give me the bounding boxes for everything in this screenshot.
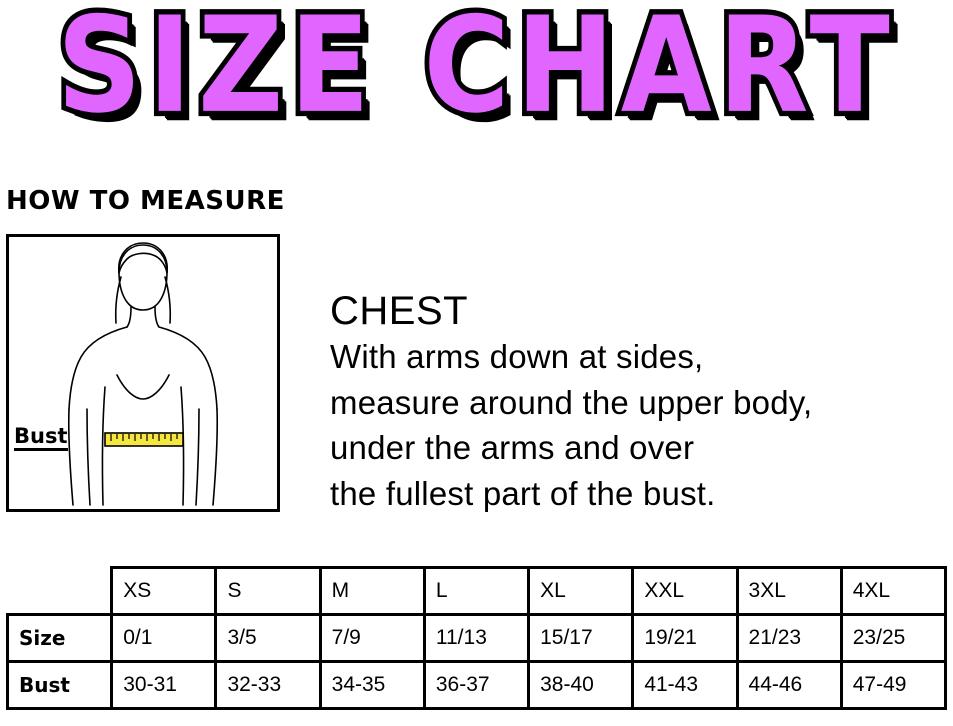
table-row <box>8 615 946 662</box>
column-header-m: M <box>320 568 424 615</box>
table-corner-cell <box>8 568 112 615</box>
table-cell: 32-33 <box>216 662 320 709</box>
chest-line-4: the fullest part of the bust. <box>330 474 716 512</box>
row-header-bust: Bust <box>8 662 112 709</box>
table-cell: 34-35 <box>320 662 424 709</box>
table-cell: 19/21 <box>633 615 737 662</box>
column-header-xl: XL <box>529 568 633 615</box>
row-header-size: Size <box>8 615 112 662</box>
table-cell: 44-46 <box>737 662 841 709</box>
chest-line-3: under the arms and over <box>330 429 695 466</box>
column-header-4xl: 4XL <box>841 568 945 615</box>
how-to-measure-heading: HOW TO MEASURE <box>6 186 285 216</box>
column-header-xs: XS <box>112 568 216 615</box>
table-cell: 0/1 <box>112 615 216 662</box>
table-cell: 11/13 <box>424 615 528 662</box>
chest-heading: CHEST <box>330 289 469 333</box>
measuring-tape-icon <box>105 433 183 446</box>
title-banner <box>0 0 953 146</box>
chest-description <box>330 288 940 516</box>
column-header-l: L <box>424 568 528 615</box>
table-cell: 36-37 <box>424 662 528 709</box>
chest-line-1: With arms down at sides, <box>330 338 704 375</box>
column-header-s: S <box>216 568 320 615</box>
measurement-illustration <box>6 234 280 512</box>
bust-measurement-label: Bust <box>14 425 68 451</box>
table-cell: 23/25 <box>841 615 945 662</box>
column-header-xxl: XXL <box>633 568 737 615</box>
female-torso-icon <box>9 237 277 509</box>
table-cell: 41-43 <box>633 662 737 709</box>
table-cell: 3/5 <box>216 615 320 662</box>
table-cell: 15/17 <box>529 615 633 662</box>
size-table <box>6 566 947 710</box>
table-header-row <box>8 568 946 615</box>
table-cell: 7/9 <box>320 615 424 662</box>
table-row <box>8 662 946 709</box>
table-cell: 47-49 <box>841 662 945 709</box>
table-cell: 21/23 <box>737 615 841 662</box>
table-cell: 30-31 <box>112 662 216 709</box>
column-header-3xl: 3XL <box>737 568 841 615</box>
table-cell: 38-40 <box>529 662 633 709</box>
page-title: SIZE CHART <box>56 0 897 143</box>
chest-line-2: measure around the upper body, <box>330 383 813 421</box>
